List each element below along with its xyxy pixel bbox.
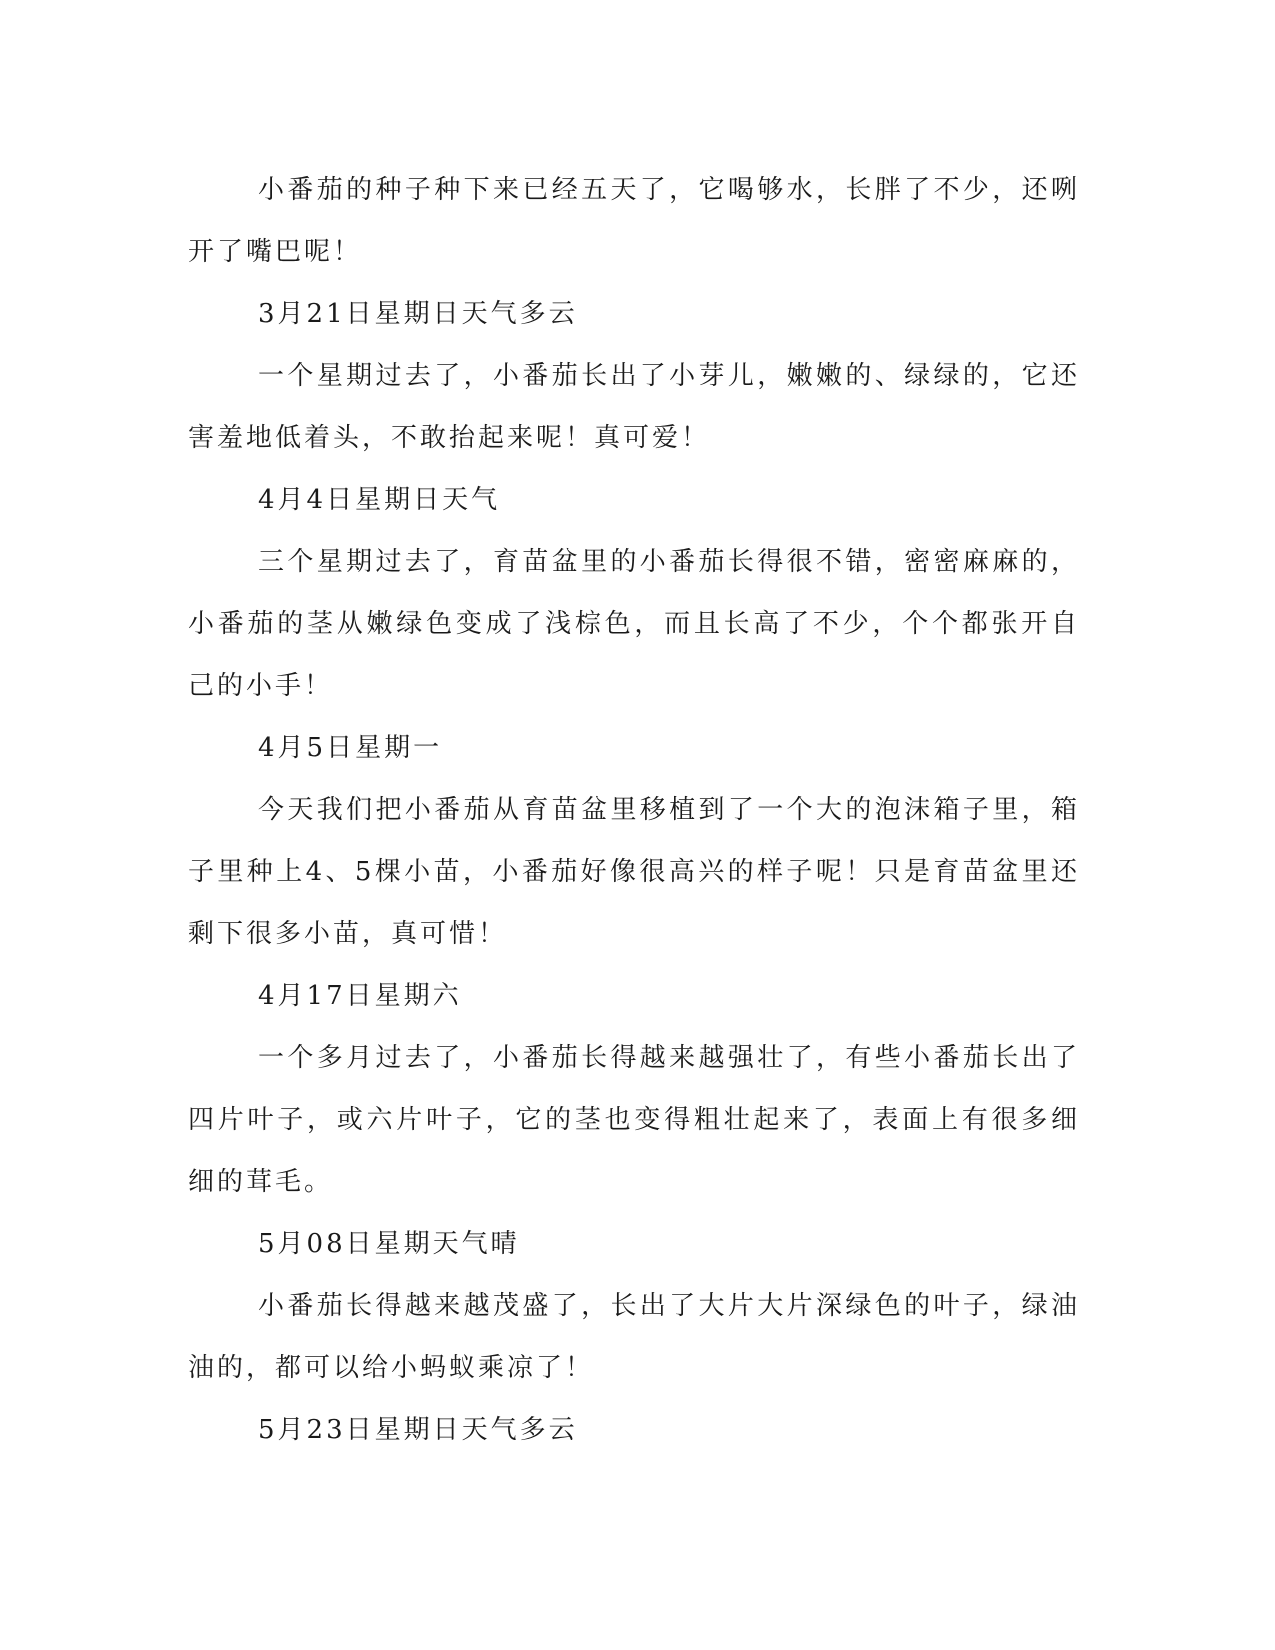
date-heading-may-23: 5月23日星期日天气多云 <box>258 1415 578 1445</box>
paragraph-transplant: 今天我们把小番茄从育苗盆里移植到了一个大的泡沫箱子里，箱子里种上4、5棵小苗，小番茄好像很高兴的样子呢！只是育苗盆里还剩下很多小苗，真可惜！ <box>188 795 1080 949</box>
document-body <box>188 159 1080 1461</box>
date-heading-april-4: 4月4日星期日天气 <box>258 485 501 515</box>
date-heading-may-08: 5月08日星期天气晴 <box>258 1229 520 1259</box>
paragraph-three-weeks: 三个星期过去了，育苗盆里的小番茄长得很不错，密密麻麻的，小番茄的茎从嫩绿色变成了浅棕色，而且长高了不少，个个都张开自己的小手！ <box>188 547 1080 701</box>
paragraph-lush-leaves: 小番茄长得越来越茂盛了，长出了大片大片深绿色的叶子，绿油油的，都可以给小蚂蚁乘凉了！ <box>188 1291 1080 1383</box>
date-heading-march-21: 3月21日星期日天气多云 <box>258 299 578 329</box>
date-heading-april-5: 4月5日星期一 <box>258 733 443 763</box>
paragraph-seed-five-days: 小番茄的种子种下来已经五天了，它喝够水，长胖了不少，还咧开了嘴巴呢！ <box>188 175 1080 267</box>
paragraph-one-month: 一个多月过去了，小番茄长得越来越强壮了，有些小番茄长出了四片叶子，或六片叶子，它的茎也变得粗壮起来了，表面上有很多细细的茸毛。 <box>188 1043 1080 1197</box>
date-heading-april-17: 4月17日星期六 <box>258 981 462 1011</box>
paragraph-first-week-sprout: 一个星期过去了，小番茄长出了小芽儿，嫩嫩的、绿绿的，它还害羞地低着头，不敢抬起来呢！真可爱！ <box>188 361 1080 453</box>
